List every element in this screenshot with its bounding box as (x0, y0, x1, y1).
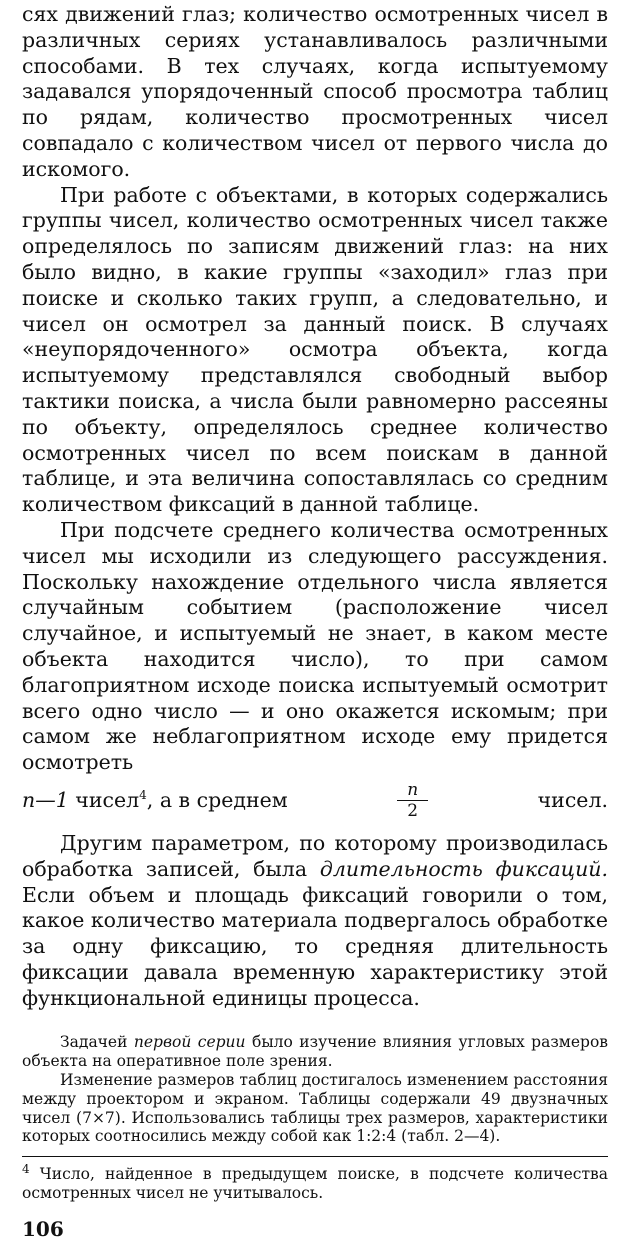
formula-left (22, 788, 288, 814)
formula-line (22, 780, 608, 821)
paragraph-1: сях движений глаз; количество осмотренных чисел в различных сериях устанавливалось различными способами. В тех случаях, когда испытуемому задавался упорядоченный способ просмотра таблиц по рядам, количество просмотренных чисел совпадало с количеством чисел от первого числа до искомого. (22, 2, 608, 181)
note-1-start: Задачей (60, 1033, 128, 1052)
fraction-denominator: 2 (407, 800, 419, 821)
paragraph-3: При подсчете среднего количества осмотренных чисел мы исходили из следующего рассуждения. Поскольку нахождение отдельного числа является случайным событием (расположение чисел случайное, и испытуемый не знает, в каком месте объекта находится число), то при самом благоприятном исходе поиска испытуемый осмотрит всего одно число — и оно окажется искомым; при самом же неблагоприятном исходе ему придется осмотреть (22, 517, 608, 775)
footnote-4 (22, 1162, 608, 1203)
main-text (22, 2, 608, 1011)
formula-n-minus-1: n—1 (22, 787, 69, 812)
footnote-divider (22, 1156, 608, 1157)
footnote-ref-4: 4 (139, 787, 147, 802)
fraction-n-over-2 (397, 780, 428, 821)
formula-mid-text: , а в среднем (146, 787, 288, 812)
formula-end-text: чисел. (537, 787, 608, 812)
paragraph-4-emphasis: длительность фиксаций. (319, 856, 608, 881)
paragraph-4 (22, 831, 608, 1012)
footnote-text: Число, найденное в предыдущем поиске, в подсчете количества осмотренных чисел не учитывалось. (22, 1165, 608, 1203)
note-1-emphasis: первой серии (133, 1033, 246, 1052)
note-paragraph-2: Изменение размеров таблиц достигалось изменением расстояния между проектором и экраном. Таблицы содержали 49 двузначных чисел (7×7). Использовались таблицы трех размеров, характеристики которых соотносились между собой как 1:2:4 (табл. 2—4). (22, 1071, 608, 1146)
paragraph-4-end: Если объем и площадь фиксаций говорили о том, какое количество материала подвергалось обработке за одну фиксацию, то средняя длительность фиксации давала временную характеристику этой функциональной единицы процесса. (22, 882, 608, 1010)
footnote-mark: 4 (22, 1162, 30, 1177)
small-print-note (22, 1033, 608, 1146)
paragraph-4-start: Другим параметром, по которому производилась обработка записей, была (22, 830, 608, 881)
fraction-numerator: n (397, 780, 428, 801)
formula-chisel-word: чисел (75, 787, 140, 812)
page-number: 106 (22, 1216, 64, 1241)
paragraph-2: При работе с объектами, в которых содержались группы чисел, количество осмотренных чисел также определялось по записям движений глаз: на них было видно, в какие группы «заходил» глаз при поиске и сколько таких групп, а следовательно, и чисел он осмотрел за данный поиск. В случаях «неупорядоченного» осмотра объекта, когда испытуемому представлялся свободный выбор тактики поиска, а числа были равномерно рассеяны по объекту, определялось среднее количество осмотренных чисел по всем поискам в данной таблице, и эта величина сопоставлялась со средним количеством фиксаций в данной таблице. (22, 182, 608, 517)
note-paragraph-1 (22, 1033, 608, 1071)
note-1-end: было изучение влияния угловых размеров объекта на оперативное поле зрения. (22, 1033, 609, 1071)
footnote (22, 1162, 608, 1203)
